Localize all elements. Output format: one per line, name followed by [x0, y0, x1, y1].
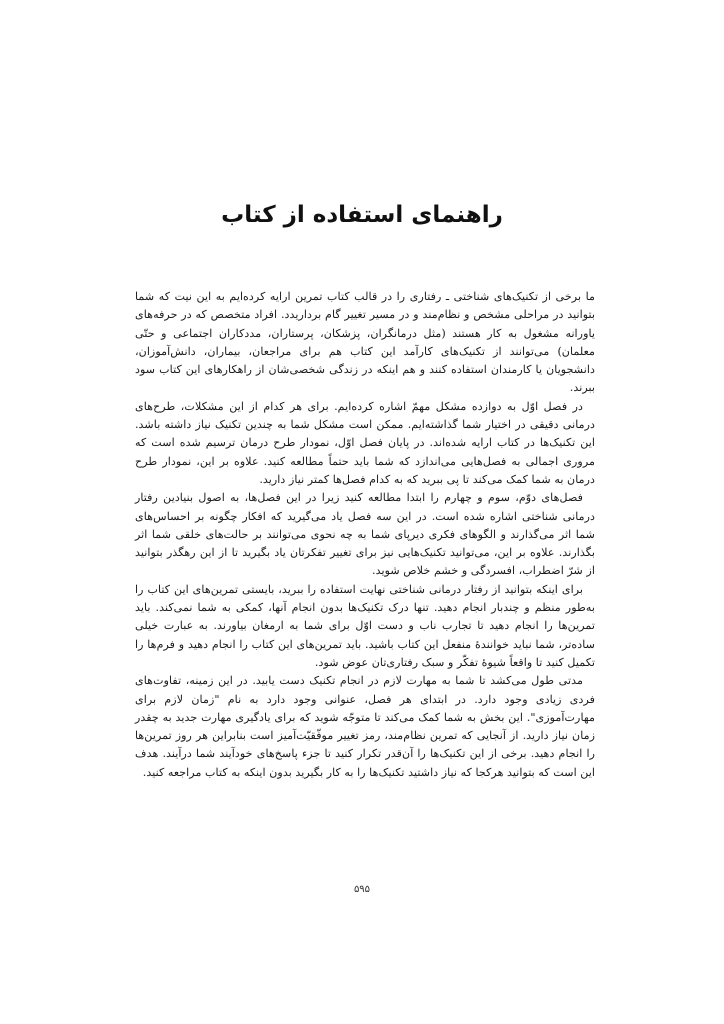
paragraph-practice: برای اینکه بتوانید از رفتار درمانی شناختی نهایت استفاده را ببرید، بایستی تمرین‌های این کتاب را به‌طور منظم و چندبار انجام دهید. تنها درک تکنیک‌ها بدون انجام آنها، کمکی به شما نمی‌کند. باید تمرین‌ها را انجام دهید تا تجارب ناب و دست اوّل برای شما به ارمغان بیاورند. به عبارت خیلی ساده‌تر، شما نباید خوانندهٔ منفعل این کتاب باشید. باید تمرین‌های این کتاب را انجام دهید و فرم‌ها را تکمیل کنید تا واقعاً شیوهٔ تفکّر و سبک رفتاری‌تان عوض شود. — [135, 582, 595, 669]
body-text — [135, 288, 595, 782]
page-title: راهنمای استفاده از کتاب — [221, 202, 503, 228]
paragraph-chapter-one: در فصل اوّل به دوازده مشکل مهمّ اشاره کرده‌ایم. برای هر کدام از این مشکلات، طرح‌های درمانی دقیقی در اختیار شما گذاشته‌ایم. ممکن است مشکل شما به چندین تکنیک نیاز داشته باشد. این تکنیک‌ها در کتاب ارایه شده‌اند. در پایان فصل اوّل، نمودار طرح درمان ترسیم شده است که مروری اجمالی به فصل‌هایی می‌اندازد که شما باید حتماً مطالعه کنید. علاوه بر این، نمودار طرح درمان به شما کمک می‌کند تا پی ببرید که به کدام فصل‌ها کمتر نیاز دارید. — [135, 399, 595, 486]
paragraph-mastery-time: مدتی طول می‌کشد تا شما به مهارت لازم در انجام تکنیک دست یابید. در این زمینه، تفاوت‌های فردی زیادی وجود دارد. در ابتدای هر فصل، عنوانی وجود دارد به نام "زمان لازم برای مهارت‌آموزی". این بخش به شما کمک می‌کند تا متوجّه شوید که برای یادگیری مهارت جدید به چقدر زمان نیاز دارید. از آنجایی که تمرین نظام‌مند، رمز تغییر موفّقیّت‌آمیز است بنابراین هر روز تمرین‌ها را انجام دهید. برخی از این تکنیک‌ها را آن‌قدر تکرار کنید تا جزء پاسخ‌های خودآیند شما درآیند. هدف این است که بتوانید هرکجا که نیاز داشتید تکنیک‌ها را به کار بگیرید بدون اینکه به کتاب مراجعه کنید. — [135, 674, 595, 779]
paragraph-chapters-two-to-four: فصل‌های دوّم، سوم و چهارم را ابتدا مطالعه کنید زیرا در این فصل‌ها، به اصول بنیادین رفتار درمانی شناختی اشاره شده است. در این سه فصل یاد می‌گیرید که افکار چگونه بر احساس‌های شما اثر می‌گذارند و الگوهای فکری دیرپای شما به چه نحوی می‌توانند بر حالت‌های خلقی شما اثر بگذارند. علاوه بر این، می‌توانید تکنیک‌هایی نیز برای تغییر تفکرتان یاد بگیرید تا از این رهگذر بتوانید از شرّ اضطراب، افسردگی و خشم خلاص شوید. — [135, 491, 595, 578]
paragraph-intro: ما برخی از تکنیک‌های شناختی ـ رفتاری را در قالب کتاب تمرین ارایه کرده‌ایم به این نیت که شما بتوانید در مراحلی مشخص و نظام‌مند و در مسیر تغییر گام برداریدد. افراد متخصص که در حرفه‌های یاورانه مشغول به کار هستند (مثل درمانگران، پزشکان، پرستاران، مددکاران اجتماعی و حتّی معلمان) می‌توانند از تکنیک‌های کارآمد این کتاب هم برای مراجعان، بیماران، دانش‌آموزان، دانشجویان یا کارمندان استفاده کنند و هم اینکه در زندگی شخصی‌شان از راهکارهای این کتاب سود ببرند. — [135, 290, 595, 395]
page-number: ۵۹۵ — [353, 884, 371, 895]
